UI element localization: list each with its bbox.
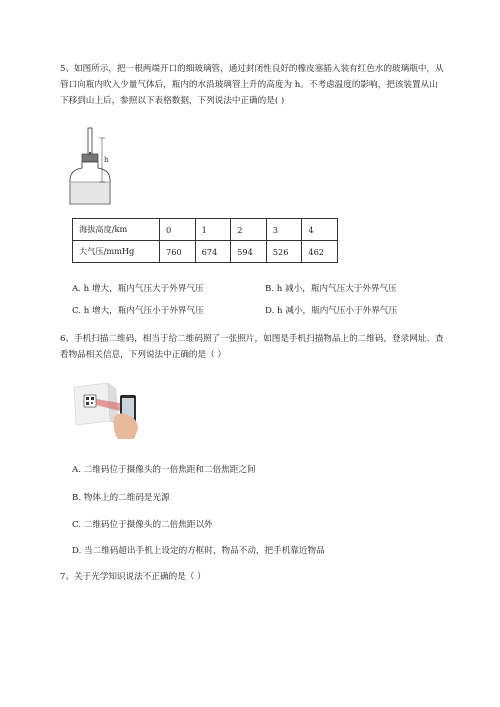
phone-scanning-photo xyxy=(68,381,148,441)
table-row xyxy=(73,219,338,241)
q6-option-d: D. 当二维码超出手机上设定的方框时，物品不动，把手机靠近物品 xyxy=(72,546,325,556)
table-cell: 760 xyxy=(160,241,196,263)
figure-label-h: h xyxy=(104,156,109,164)
q5-option-d: D. h 减小，瓶内气压小于外界气压 xyxy=(265,306,398,316)
q7-stem-line-1: 7、关于光学知识说法不正确的是（ ） xyxy=(60,572,206,582)
bottle-apparatus-figure xyxy=(60,126,120,208)
q5-stem-line-1: 5、如图所示，把一根两端开口的细玻璃管，通过封闭性良好的橡皮塞插入装有红色水的玻璃瓶中，从 xyxy=(60,64,444,74)
q5-stem-line-3: 下移到山上后，参照以下表格数据，下列说法中正确的是( ) xyxy=(60,96,285,106)
table-cell: 4 xyxy=(302,219,338,241)
table-cell: 526 xyxy=(266,241,302,263)
table-cell: 1 xyxy=(195,219,231,241)
q6-stem-line-2: 看物品相关信息，下列说法中正确的是（ ） xyxy=(60,350,227,360)
table-cell: 594 xyxy=(231,241,267,263)
q6-option-a: A. 二维码位于摄像头的一倍焦距和二倍焦距之间 xyxy=(72,465,256,475)
altitude-pressure-table xyxy=(72,218,338,263)
table-cell: 674 xyxy=(195,241,231,263)
table-cell: 3 xyxy=(266,219,302,241)
q5-option-c: C. h 增大，瓶内气压小于外界气压 xyxy=(72,306,204,316)
q5-stem-line-2: 管口向瓶内吹入少量气体后，瓶内的水沿玻璃管上升的高度为 h。不考虑温度的影响，把该装置从山 xyxy=(60,80,438,90)
table-cell: 2 xyxy=(231,219,267,241)
table-cell: 0 xyxy=(160,219,196,241)
table-row xyxy=(73,241,338,263)
table-row-header: 海拔高度/km xyxy=(73,219,160,241)
table-cell: 462 xyxy=(302,241,338,263)
table-row-header: 大气压/mmHg xyxy=(73,241,160,263)
q6-stem-line-1: 6、手机扫描二维码，相当于给二维码照了一张照片，如图是手机扫描物品上的二维码，登录网址、查 xyxy=(60,334,444,344)
q5-option-b: B. h 减小，瓶内气压大于外界气压 xyxy=(265,284,397,294)
q5-option-a: A. h 增大，瓶内气压大于外界气压 xyxy=(72,284,204,294)
q6-option-c: C. 二维码位于摄像头的二倍焦距以外 xyxy=(72,520,213,530)
q6-option-b: B. 物体上的二维码是光源 xyxy=(72,493,170,503)
